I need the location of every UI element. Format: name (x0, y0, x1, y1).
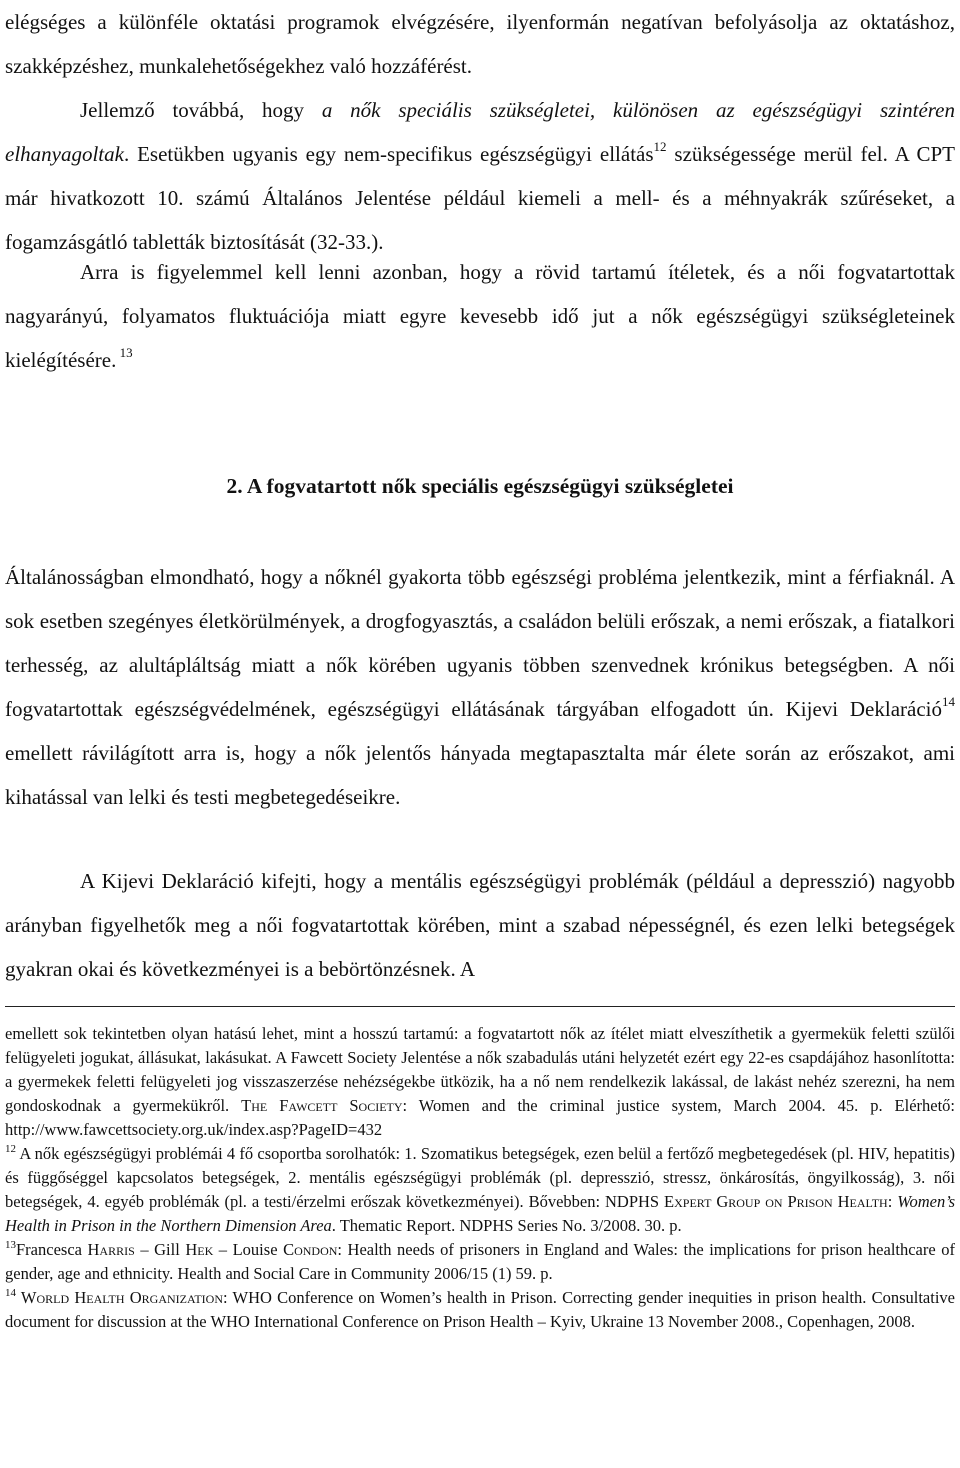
paragraph-kiev-declaration (5, 859, 955, 991)
footnote-link[interactable]: http://www.fawcettsociety.org.uk/index.asp?PageID=432 (5, 1120, 383, 1139)
footnote-text: : WHO Conference on Women’s health in Prison. Correcting gender inequities in prison health. Consultative document for discussion at the WHO International Conference on Prison Health – Kyiv, Ukraine 13 November 2008., Copenhagen, 2008. (5, 1288, 955, 1331)
footnote-ref-14[interactable]: 14 (942, 694, 955, 709)
text-segment: Jellemző továbbá, hogy (80, 98, 322, 122)
footnote-12 (5, 1142, 955, 1238)
text-segment: Arra is figyelemmel kell lenni azonban, hogy a rövid tartamú ítéletek, és a női fogvatartottak nagyarányú, folyamatos fluktuációja miatt egyre kevesebb idő jut a nők egészségügyi szükségleteinek kielégítésére. (5, 260, 955, 372)
footnote-14 (5, 1286, 955, 1334)
text-segment: szükségessége merül fel. A CPT már hivatkozott 10. számú Általános Jelentése például kiemeli a mell- és a méhnyakrák szűréseket, a fogamzásgátló tabletták biztosítását (32-33.). (5, 142, 955, 254)
paragraph-continuation (5, 0, 955, 88)
footnote-continuation (5, 1022, 955, 1142)
text-segment: Általánosságban elmondható, hogy a nőknél gyakorta több egészségi probléma jelentkezik, mint a férfiaknál. A sok esetben szegényes életkörülmények, a drogfogyasztás, a családon belüli erőszak, a nemi erőszak, a fiatalkori terhesség, az alultápláltság miatt a nők körében ugyanis többen szenvednek krónikus betegségben. A női fogvatartottak egészségvédelmének, egészségügyi ellátásának tárgyában elfogadott ún. Kijevi Deklaráció (5, 565, 955, 721)
footnote-text: – Louise (213, 1240, 284, 1259)
footnote-text: . Thematic Report. NDPHS Series No. 3/2008. 30. p. (331, 1216, 682, 1235)
text-line-continuation: elégséges a különféle oktatási programok elvégzésére, ilyenformán negatívan befolyásolja az oktatáshoz, szakképzéshez, munkalehetőségekhez való hozzáférést. (5, 10, 955, 78)
footnote-text: : (887, 1192, 898, 1211)
footnotes (5, 1022, 955, 1334)
author-name: Hek (185, 1240, 214, 1259)
italic-title: Women’s Health in Prison in the Northern Dimension Area (5, 1192, 955, 1235)
footnote-text: A nők egészségügyi problémái 4 fő csoportba sorolhatók: 1. Szomatikus betegségek, ezen belül a fertőző megbetegedések (pl. HIV, hepatitis) és függőséggel kapcsolatos betegségek, 2. mentális egészségügyi problémák (pl. depresszió, stressz, önkárosítás, öngyilkosság), 3. női betegségek, 4. egyéb problémák (pl. a testi/érzelmi erőszak következményei). Bővebben: NDPHS (5, 1144, 955, 1211)
author-name: The Fawcett Society (241, 1096, 403, 1115)
footnote-ref-12[interactable]: 12 (653, 139, 667, 154)
section-heading: 2. A fogvatartott nők speciális egészségügyi szükségletei (226, 474, 734, 498)
text-segment: emellett rávilágított arra is, hogy a nők jelentős hányada megtapasztalta már élete során az erőszakot, ami kihatással van lelki és testi megbetegedéseikre. (5, 741, 955, 809)
organization-name: World Health Organization (16, 1288, 223, 1307)
footnote-text: : Health needs of prisoners in England and Wales: the implications for prison healthcare of gender, age and ethnicity. Health and Social Care in Community 2006/15 (1) 59. p. (5, 1240, 955, 1283)
text-segment: A Kijevi Deklaráció kifejti, hogy a mentális egészségügyi problémák (például a depresszió) nagyobb arányban figyelhetők meg a női fogvatartottak körében, mint a szabad népességnél, és ezen lelki betegségek gyakran okai és következményei is a bebörtönzésnek. A (5, 869, 955, 981)
footnote-13 (5, 1238, 955, 1286)
footnote-text: – Gill (134, 1240, 186, 1259)
footnote-ref-13[interactable]: 13 (116, 345, 133, 360)
author-name: Condon (283, 1240, 338, 1259)
footnote-text: emellett sok tekintetben olyan hatású lehet, mint a hosszú tartamú: a fogvatartott nők az ítélet miatt elveszíthetik a gyermekük feletti szülői felügyeleti jogukat, állásukat, lakásukat. A Fawcett Society Jelentése a nők szabadulás utáni helyzetét ezért egy 22-es csapdájához hasonlította: a gyermekek feletti felügyeleti jog visszaszerzése nehézségekbe ütközik, ha a nő nem rendelkezik lakással, de lakást nehéz szerezni, ha nem gondoskodnak a gyermekükről. (5, 1024, 955, 1115)
text-segment: . Esetükben ugyanis egy nem-specifikus egészségügyi ellátás (123, 142, 654, 166)
organization-name: Expert Group on Prison Health (664, 1192, 888, 1211)
author-name: Harris (87, 1240, 135, 1259)
footnote-number: 13 (5, 1239, 16, 1251)
footnote-text: : Women and the criminal justice system, March 2004. 45. p. Elérhető: (402, 1096, 956, 1115)
footnote-number: 14 (5, 1287, 16, 1299)
footnote-number: 12 (5, 1143, 16, 1155)
paragraph-general-health (5, 555, 955, 819)
footnote-text: Francesca (16, 1240, 88, 1259)
italic-emphasis: a nők speciális szükségletei, különösen az egészségügyi szintéren elhanyagoltak (5, 98, 955, 166)
paragraph-short-sentences (5, 250, 955, 382)
footnote-separator (5, 1006, 955, 1007)
paragraph-women-needs (5, 88, 955, 264)
